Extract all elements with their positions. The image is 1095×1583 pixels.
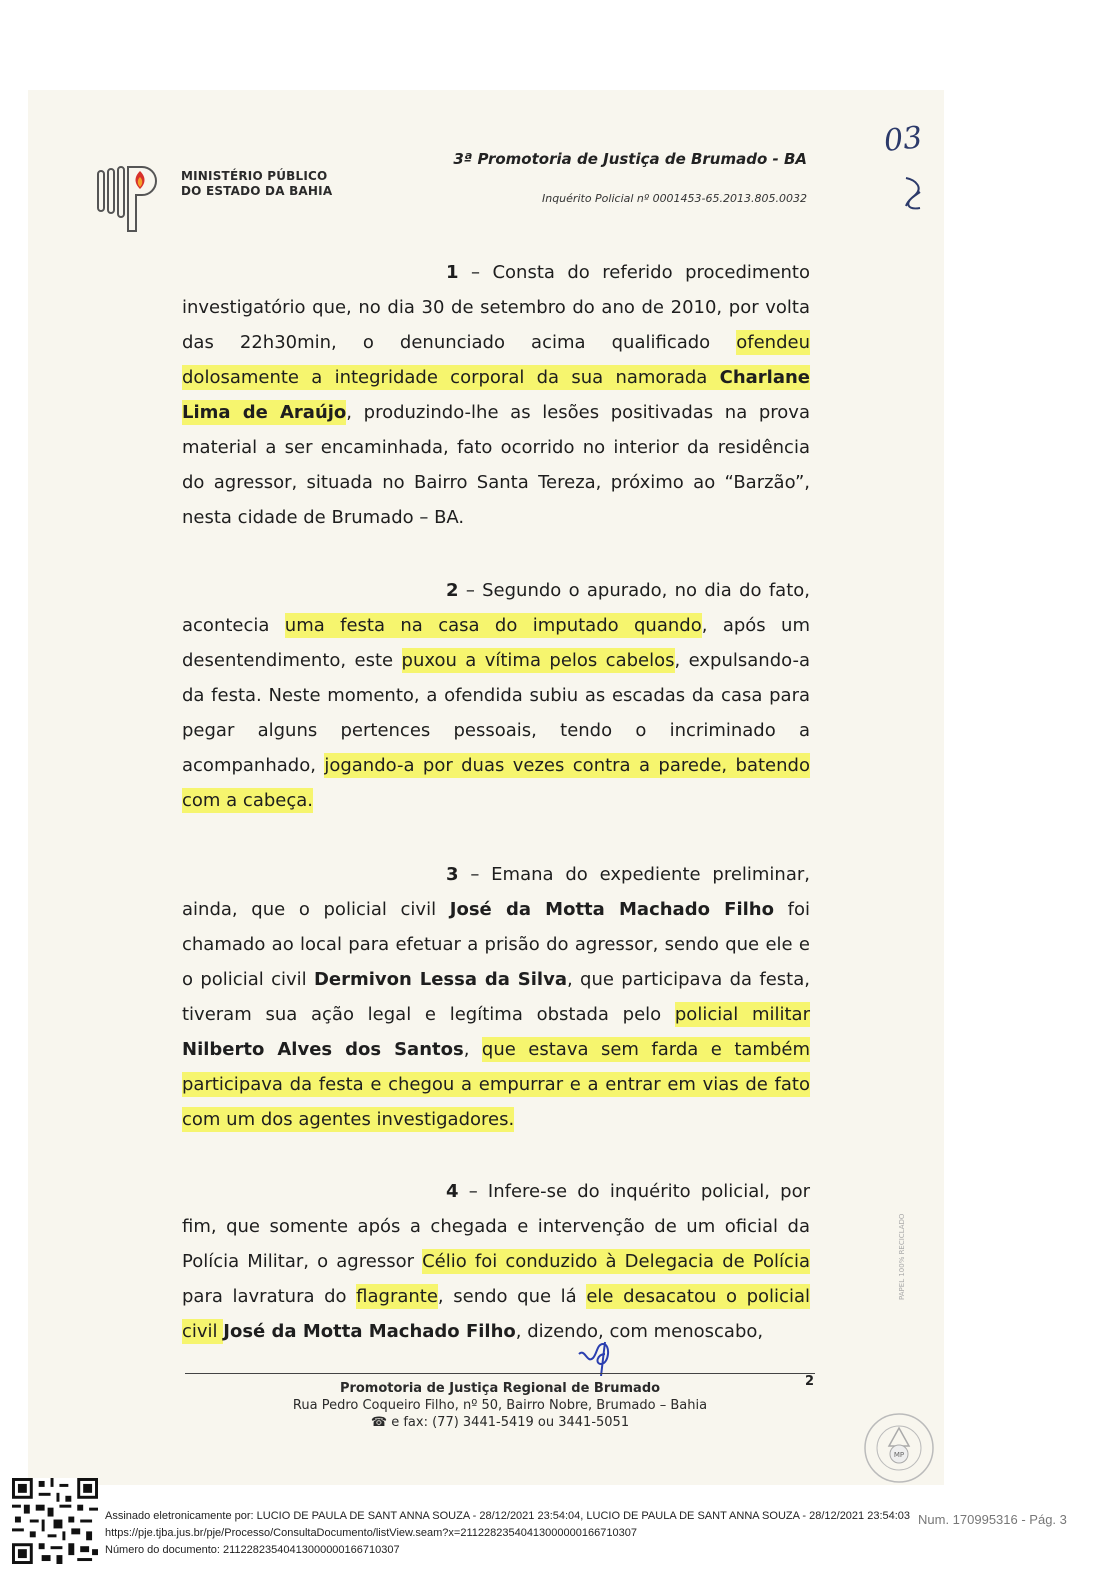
svg-text:MP: MP	[893, 1451, 905, 1459]
office-title: 3ª Promotoria de Justiça de Brumado - BA	[453, 150, 807, 168]
paragraph-2: 2 – Segundo o apurado, no dia do fato, acontecia uma festa na casa do imputado quando, após um desentendimento, este puxou a vítima pelos cabelos, expulsando-a da festa. Neste momento, a ofendida subiu as escadas da casa para pegar alguns pertences pessoais, tendo o incriminado a acompanhado, jogando-a por duas vezes contra a parede, batendo com a cabeça.	[182, 580, 810, 811]
recycled-paper-label: PAPEL 100% RECICLADO	[898, 1213, 906, 1300]
document-number: Número do documento: 21122823540413000000166710307	[105, 1544, 400, 1556]
page-number: 2	[805, 1374, 815, 1389]
paragraph-3: 3 – Emana do expediente preliminar, ainda, que o policial civil José da Motta Machado Filho foi chamado ao local para efetuar a prisão do agressor, sendo que ele e o policial civil Dermivon Lessa da Silva, que participava da festa, tiveram sua ação legal e legítima obstada pelo policial militar Nilberto Alves dos Santos, que estava sem farda e também participava da festa e chegou a empurrar e a entrar em vias de fato com um dos agentes investigadores.	[182, 864, 810, 1130]
handwritten-signature-icon	[575, 1336, 635, 1376]
paragraph-1: 1 – Consta do referido procedimento investigatório que, no dia 30 de setembro do ano de 2010, por volta das 22h30min, o denunciado acima qualificado ofendeu dolosamente a integridade corporal da sua namorada Charlane Lima de Araújo, produzindo-lhe as lesões positivadas na prova material a ser encaminhada, fato ocorrido no interior da residência do agressor, situada no Bairro Santa Tereza, próximo ao “Barzão”, nesta cidade de Brumado – BA.	[182, 262, 810, 528]
document-page-ref: Num. 170995316 - Pág. 3	[918, 1512, 1067, 1527]
qr-code-icon	[12, 1478, 98, 1564]
handwritten-initial-icon	[900, 172, 930, 212]
paragraph-4: 4 – Infere-se do inquérito policial, por fim, que somente após a chegada e intervenção de um oficial da Polícia Militar, o agressor Célio foi conduzido à Delegacia de Polícia para lavratura do flagrante, sendo que lá ele desacatou o policial civil José da Motta Machado Filho, dizendo, com menoscabo,	[182, 1181, 810, 1342]
footer-divider	[185, 1373, 815, 1374]
organization-name: MINISTÉRIO PÚBLICO DO ESTADO DA BAHIA	[181, 169, 333, 198]
recycling-stamp-icon	[860, 1410, 938, 1486]
mp-logo-icon	[96, 163, 160, 233]
handwritten-page-number: 03	[882, 120, 924, 159]
footer: Promotoria de Justiça Regional de Brumado Rua Pedro Coqueiro Filho, nº 50, Bairro Nobre, Brumado – Bahia ☎ e fax: (77) 3441-5419 ou 3441-5051	[292, 1381, 708, 1430]
signed-by-text: Assinado eletronicamente por: LUCIO DE PAULA DE SANT ANNA SOUZA - 28/12/2021 23:54:04, LUCIO DE PAULA DE SANT ANNA SOUZA - 28/12/2021 23:54:03	[105, 1510, 911, 1522]
signature-metadata	[105, 1508, 910, 1559]
document-url[interactable]: https://pje.tjba.jus.br/pje/Processo/ConsultaDocumento/listView.seam?x=21122823540413000000166710307	[105, 1527, 637, 1539]
inquiry-number: Inquérito Policial nº 0001453-65.2013.805.0032	[541, 192, 807, 205]
